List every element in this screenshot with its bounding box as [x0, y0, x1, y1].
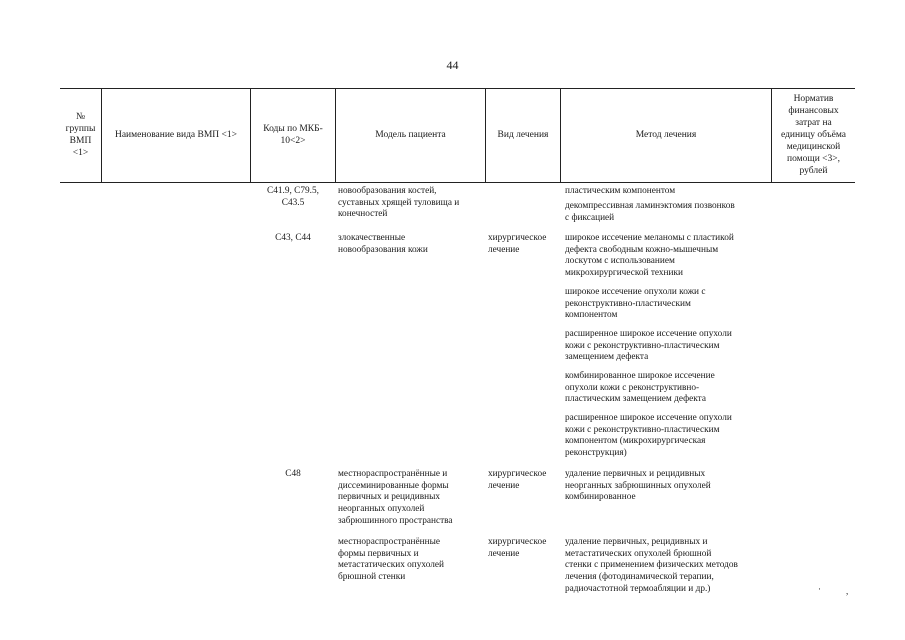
row3-icd-codes: C48	[285, 469, 301, 479]
page-number: 44	[446, 58, 459, 72]
row3-patient-model: местнораспространённые и диссеминированные формы первичных и рецидивных неорганных опухолей забрюшинного пространства	[338, 469, 453, 526]
row1-icd-codes: C41.9, C79.5, C43.5	[267, 186, 319, 208]
header-cost-norm: Норматив финансовых затрат на единицу объёма медицинской помощи <3>, рублей	[780, 94, 847, 176]
header-treatment-method: Метод лечения	[635, 130, 697, 140]
header-group-number: № группы ВМП <1>	[65, 112, 96, 158]
row4-method: удаление первичных, рецидивных и метастатических опухолей брюшной стенки с применением физических методов лечения (фотодинамической терапии, радиочастотной термоабляции и др.)	[565, 537, 738, 594]
row2-method-5: расширенное широкое иссечение опухоли кожи с реконструктивно-пластическим компонентом (микрохирургическая реконструкция)	[565, 413, 732, 459]
header-treatment-type: Вид лечения	[497, 130, 549, 140]
row4-treatment-type: хирургическое лечение	[488, 537, 547, 559]
row1-method-1: пластическим компонентом	[565, 186, 676, 196]
row2-method-3: расширенное широкое иссечение опухоли кожи с реконструктивно-пластическим замещением дефекта	[565, 329, 732, 363]
row2-method-1: широкое иссечение меланомы с пластикой дефекта свободным кожно-мышечным лоскутом с использованием микрохирургической техники	[565, 233, 734, 279]
row2-method-4: комбинированное широкое иссечение опухоли кожи с реконструктивно- пластическим замещением дефекта	[565, 371, 715, 405]
row3-treatment-type: хирургическое лечение	[488, 469, 547, 491]
header-bottom-border	[60, 182, 855, 183]
row3-method: удаление первичных и рецидивных неорганных забрюшинных опухолей комбинированное	[565, 469, 711, 503]
row4-patient-model: местнораспространённые формы первичных и метастатических опухолей брюшной стенки	[338, 537, 444, 583]
row2-treatment-type: хирургическое лечение	[488, 233, 547, 255]
scan-speck: ·	[818, 584, 821, 594]
row2-icd-codes: C43, C44	[275, 233, 311, 243]
row1-method-2: декомпрессивная ламинэктомия позвонков с фиксацией	[565, 201, 735, 223]
row1-patient-model: новообразования костей, суставных хрящей туловища и конечностей	[338, 186, 460, 220]
header-patient-model: Модель пациента	[375, 130, 446, 140]
header-vmp-name: Наименование вида ВМП <1>	[114, 130, 238, 140]
scan-speck: ,	[846, 586, 849, 596]
header-icd-codes: Коды по МКБ- 10<2>	[263, 124, 323, 146]
row2-patient-model: злокачественные новообразования кожи	[338, 233, 428, 255]
row2-method-2: широкое иссечение опухоли кожи с реконструктивно-пластическим компонентом	[565, 287, 706, 321]
